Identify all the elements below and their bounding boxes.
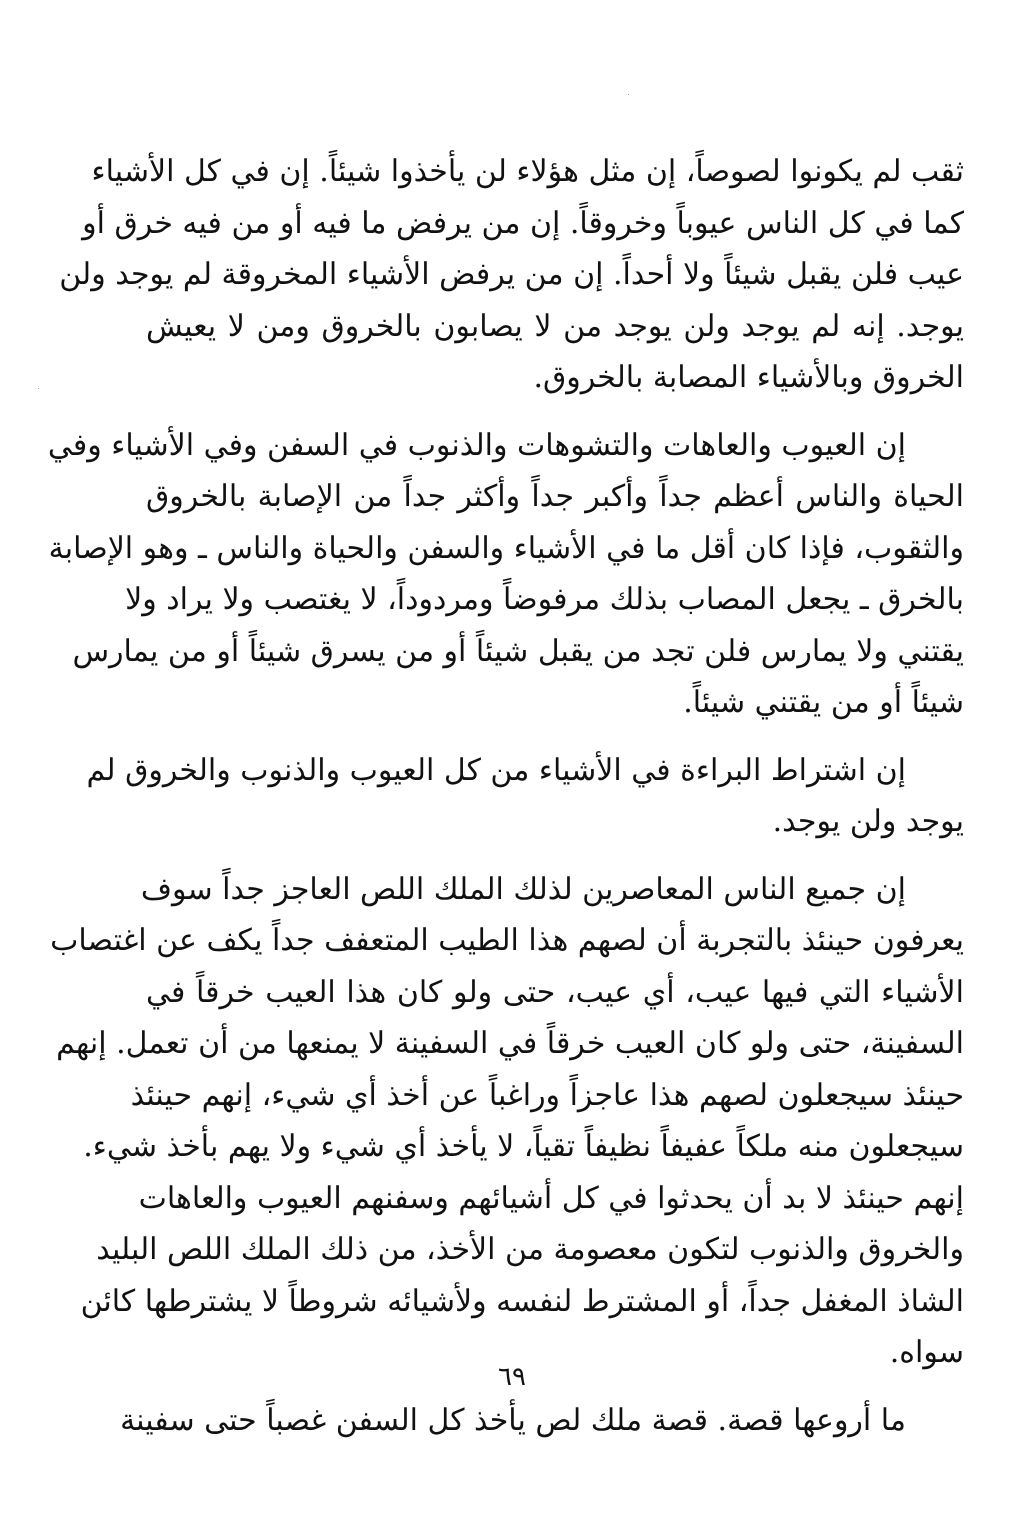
text-line: بالخرق ـ يجعل المصاب بذلك مرفوضاً ومردوداً، لا يغتصب ولا يراد ولا xyxy=(125,582,964,617)
text-line: إنهم حينئذ لا بد أن يحدثوا في كل أشيائهم وسفنهم العيوب والعاهات xyxy=(138,1180,964,1216)
scan-speck xyxy=(38,388,39,389)
text-line: ما أروعها قصة. قصة ملك لص يأخذ كل السفن غصباً حتى سفينة xyxy=(120,1402,906,1438)
text-line: شيئاً أو من يقتني شيئاً. xyxy=(683,685,964,720)
text-line: حينئذ سيجعلون لصهم هذا عاجزاً وراغباً عن أخذ أي شيء، إنهم حينئذ xyxy=(130,1077,964,1113)
paragraph-1 xyxy=(59,146,964,404)
scan-speck xyxy=(628,94,629,95)
paragraph-3 xyxy=(86,745,964,848)
text-line: كما في كل الناس عيوباً وخروقاً. إن من يرفض ما فيه أو من فيه خرق أو xyxy=(82,205,964,241)
paragraph-2 xyxy=(47,420,964,729)
text-line: والخروق والذنوب لتكون معصومة من الأخذ، من ذلك الملك اللص البليد xyxy=(96,1232,964,1267)
text-line: الخروق وبالأشياء المصابة بالخروق. xyxy=(533,360,964,395)
text-line: الأشياء التي فيها عيب، أي عيب، حتى ولو كان هذا العيب خرقاً في xyxy=(146,974,964,1010)
text-line: يعرفون حينئذ بالتجربة أن لصهم هذا الطيب المتعفف جداً يكف عن اغتصاب xyxy=(50,923,964,958)
paragraph-5 xyxy=(120,1395,964,1447)
body-text xyxy=(47,146,964,1462)
text-line: يوجد ولن يوجد. xyxy=(772,804,964,839)
text-line: عيب فلن يقبل شيئاً ولا أحداً. إن من يرفض الأشياء المخروقة لم يوجد ولن xyxy=(59,257,964,292)
text-line: ثقب لم يكونوا لصوصاً، إن مثل هؤلاء لن يأخذوا شيئاً. إن في كل الأشياء xyxy=(91,154,964,189)
text-line: السفينة، حتى ولو كان العيب خرقاً في السفينة لا يمنعها من أن تعمل. إنهم xyxy=(56,1026,964,1061)
paragraph-4 xyxy=(50,864,964,1379)
text-line: يوجد. إنه لم يوجد ولن يوجد من لا يصابون بالخروق ومن لا يعيش xyxy=(146,308,964,344)
page-number: ٦٩ xyxy=(498,1362,526,1392)
text-line: سواه. xyxy=(889,1335,964,1370)
text-line: يقتني ولا يمارس فلن تجد من يقبل شيئاً أو من يسرق شيئاً أو من يمارس xyxy=(72,633,964,669)
text-line: إن العيوب والعاهات والتشوهات والذنوب في السفن وفي الأشياء وفي xyxy=(47,427,906,463)
text-line: إن جميع الناس المعاصرين لذلك الملك اللص العاجز جداً سوف xyxy=(140,871,906,907)
text-line: سيجعلون منه ملكاً عفيفاً نظيفاً تقياً، لا يأخذ أي شيء ولا يهم بأخذ شيء. xyxy=(83,1129,964,1164)
text-line: الشاذ المغفل جداً، أو المشترط لنفسه ولأشيائه شروطاً لا يشترطها كائن xyxy=(80,1283,964,1319)
text-line: إن اشتراط البراءة في الأشياء من كل العيوب والذنوب والخروق لم xyxy=(86,752,906,788)
text-line: والثقوب، فإذا كان أقل ما في الأشياء والسفن والحياة والناس ـ وهو الإصابة xyxy=(48,530,964,566)
text-line: الحياة والناس أعظم جداً وأكبر جداً وأكثر جداً من الإصابة بالخروق xyxy=(146,479,964,514)
